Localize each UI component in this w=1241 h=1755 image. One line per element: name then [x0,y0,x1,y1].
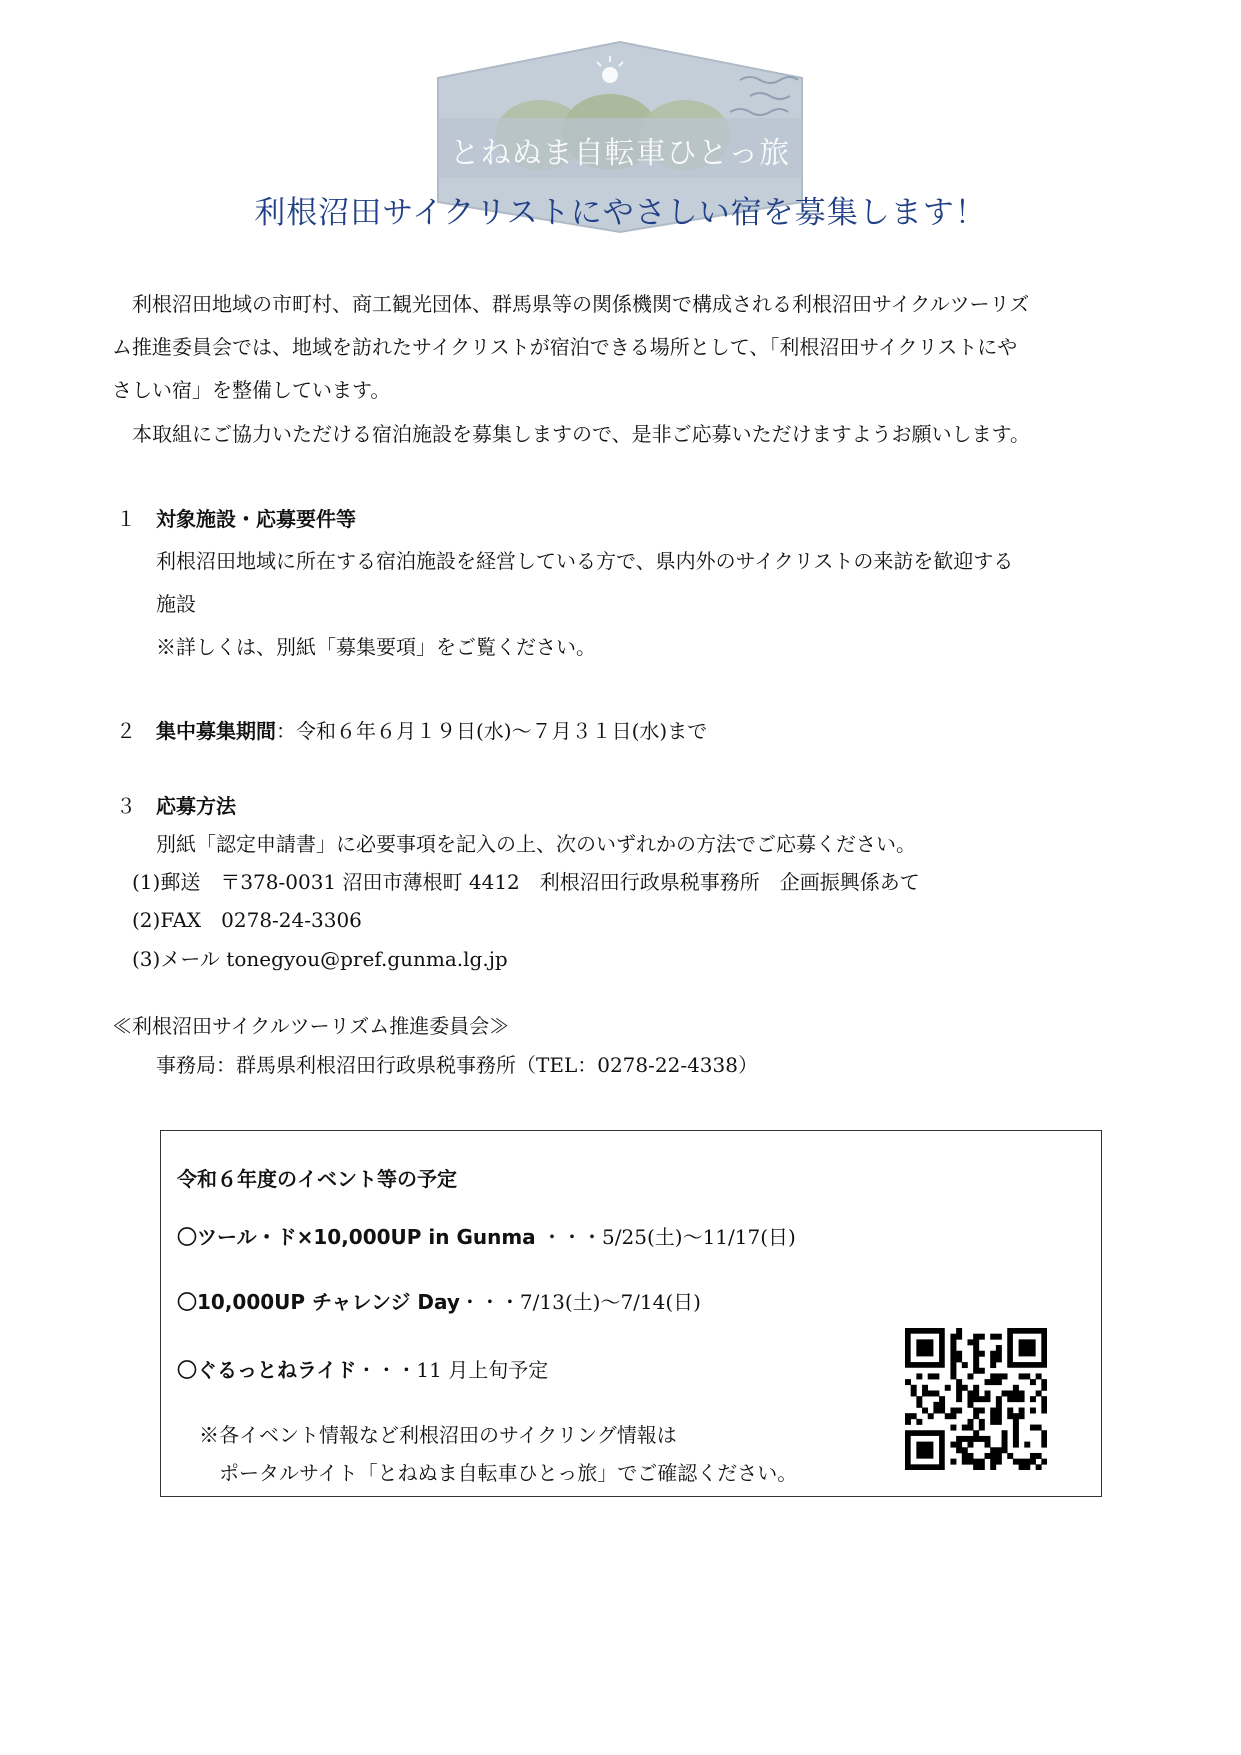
committee-name: ≪利根沼田サイクルツーリズム推進委員会≫ [112,1014,510,1038]
section-1-body-2: 施設 [156,592,196,616]
intro-line-4: 本取組にご協力いただける宿泊施設を募集しますので、是非ご応募いただけますようお願いします。 [132,422,1030,446]
intro-line-3: さしい宿」を整備しています。 [112,378,391,402]
event-item-1-name: 〇ツール・ド×10,000UP in Gunma [177,1225,536,1249]
section-2-line [156,717,707,745]
section-2-heading: 集中募集期間 [156,719,276,743]
method-post: (1)郵送 〒378-0031 沼田市薄根町 4412 利根沼田行政県税事務所 企画振興係あて [132,870,920,894]
event-item-3-date: ・・・11 月上旬予定 [356,1358,549,1382]
event-item-3-name: 〇ぐるっとねライド [177,1358,357,1382]
event-item-3 [177,1354,548,1383]
method-fax: (2)FAX 0278-24-3306 [132,908,362,932]
method-email: (3)メール tonegyou@pref.gunma.lg.jp [132,947,508,971]
section-2-number: ２ [116,719,136,743]
section-1-body-1: 利根沼田地域に所在する宿泊施設を経営している方で、県内外のサイクリストの来訪を歓迎する [156,549,1014,573]
events-note-2: ポータルサイト「とねぬま自転車ひとっ旅」でご確認ください。 [219,1461,798,1485]
section-3-number: ３ [116,794,136,818]
logo-text: とねぬま自転車ひとっ旅 [449,136,791,171]
qr-code[interactable] [905,1328,1047,1470]
section-1-number: １ [116,507,136,531]
event-item-1 [177,1221,796,1250]
section-3-heading: 応募方法 [156,794,236,818]
qr-code-graphic [905,1328,1047,1470]
page-title: 利根沼田サイクリストにやさしい宿を募集します！ [254,195,987,231]
section-2-value: ：令和６年６月１９日(水)～７月３１日(水)まで [276,719,708,743]
intro-line-1: 利根沼田地域の市町村、商工観光団体、群馬県等の関係機関で構成される利根沼田サイクルツーリズ [132,292,1030,316]
events-note-1: ※各イベント情報など利根沼田のサイクリング情報は [199,1423,677,1447]
event-item-2-name: 〇10,000UP チャレンジ Day [177,1290,460,1314]
section-1-heading: 対象施設・応募要件等 [156,507,356,531]
section-3-body: 別紙「認定申請書」に必要事項を記入の上、次のいずれかの方法でご応募ください。 [156,832,916,856]
intro-line-2: ム推進委員会では、地域を訪れたサイクリストが宿泊できる場所として、「利根沼田サイクリストにや [112,335,1018,359]
event-item-1-date: ・・・5/25(土)～11/17(日) [542,1225,796,1249]
event-item-2-date: ・・・7/13(土)～7/14(日) [459,1290,701,1314]
section-1-note: ※詳しくは、別紙「募集要項」をご覧ください。 [156,635,596,659]
event-item-2 [177,1286,701,1315]
events-heading: 令和６年度のイベント等の予定 [177,1167,457,1191]
office-contact: 事務局：群馬県利根沼田行政県税事務所（TEL：0278-22-4338） [156,1053,758,1077]
